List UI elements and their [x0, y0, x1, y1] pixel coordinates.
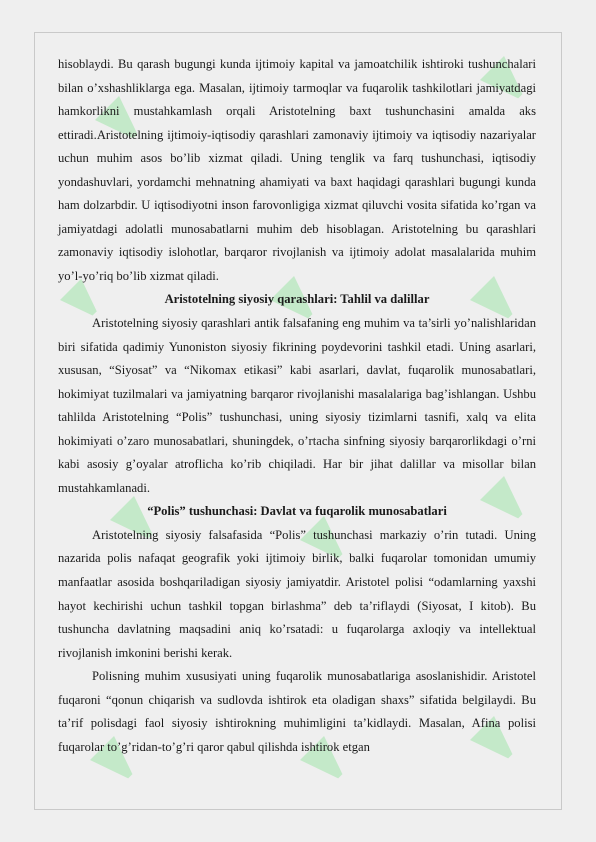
body-text [58, 53, 536, 759]
paragraph-3: Aristotelning siyosiy falsafasida “Polis” tushunchasi markaziy o’rin tutadi. Uning nazarida polis nafaqat geografik yoki ijtimoiy birlik, balki fuqarolar tomonidan umumiy manfaatlar asosida boshqariladigan siyosiy jamiyatdir. Aristotel polisi “odamlarning yaxshi hayot kechirishi uchun tashkil topgan birlashma” deb ta’riflaydi (Siyosat, I kitob). Bu tushuncha davlatning maqsadini aniq ko’rsatadi: u fuqarolarga axloqiy va intellektual rivojlanish imkonini berishi kerak. [58, 527, 536, 660]
section-heading-2: “Polis” tushunchasi: Davlat va fuqarolik munosabatlari [147, 504, 447, 519]
paragraph-2: Aristotelning siyosiy qarashlari antik falsafaning eng muhim va ta’sirli yo’nalishlaridan biri sifatida qadimiy Yunoniston siyosiy fikrining poydevorini tashkil etadi. Uning asarlari, xususan, “Siyosat” va “Nikomax etikasi” kabi asarlari, davlat, fuqarolik munosabatlari, hokimiyat tuzilmalari va jamiyatning barqaror rivojlanishi masalalariga bag’ishlangan. Ushbu tahlilda Aristotelning “Polis” tushunchasi, uning siyosiy tizimlarni tasnifi, xalq va elita hokimiyati o’zaro munosabatlari, shuningdek, o’rtacha sinfning siyosiy barqarorlikdagi o’rni kabi asosiy g’oyalar atroflicha ko’rib chiqiladi. Har bir jihat dalillar va misollar bilan mustahkamlanadi. [58, 316, 536, 495]
section-heading-1: Aristotelning siyosiy qarashlari: Tahlil va dalillar [164, 292, 430, 307]
paragraph-1: hisoblaydi. Bu qarash bugungi kunda ijtimoiy kapital va jamoatchilik ishtiroki tushunchalari bilan o’xshashliklarga ega. Masalan, ijtimoiy tarmoqlar va fuqarolik tashkilotlari jamiyatdagi hamkorlikni mustahkamlash orqali Aristotelning baxt tushunchasini amalda aks ettiradi.Aristotelning ijtimoiy-iqtisodiy qarashlari zamonaviy ijtimoiy va iqtisodiy nazariyalar uchun muhim asos bo’lib xizmat qiladi. Uning tenglik va farq tushunchasi, iqtisodiy yondashuvlari, yordamchi mehnatning ahamiyati va baxt haqidagi qarashlari bugungi kunda ham dolzarbdir. U iqtisodiyotni inson farovonligiga xizmat qiluvchi vosita sifatida ko’rgan va jamiyatdagi adolatli munosabatlarni muhim deb hisoblagan. Aristotelning bu qarashlari zamonaviy iqtisodiy islohotlar, barqaror rivojlanish va ijtimoiy adolat masalalarida muhim yo’l-yo’riq bo’lib xizmat qiladi. [58, 57, 536, 283]
paragraph-4: Polisning muhim xususiyati uning fuqarolik munosabatlariga asoslanishidir. Aristotel fuqaroni “qonun chiqarish va sudlovda ishtirok eta oladigan shaxs” sifatida belgilaydi. Bu ta’rif polisdagi faol siyosiy ishtirokning muhimligini ta’kidlaydi. Masalan, Afina polisi fuqarolar to’g’ridan-to’g’ri qaror qabul qilishda ishtirok etgan [58, 669, 536, 754]
